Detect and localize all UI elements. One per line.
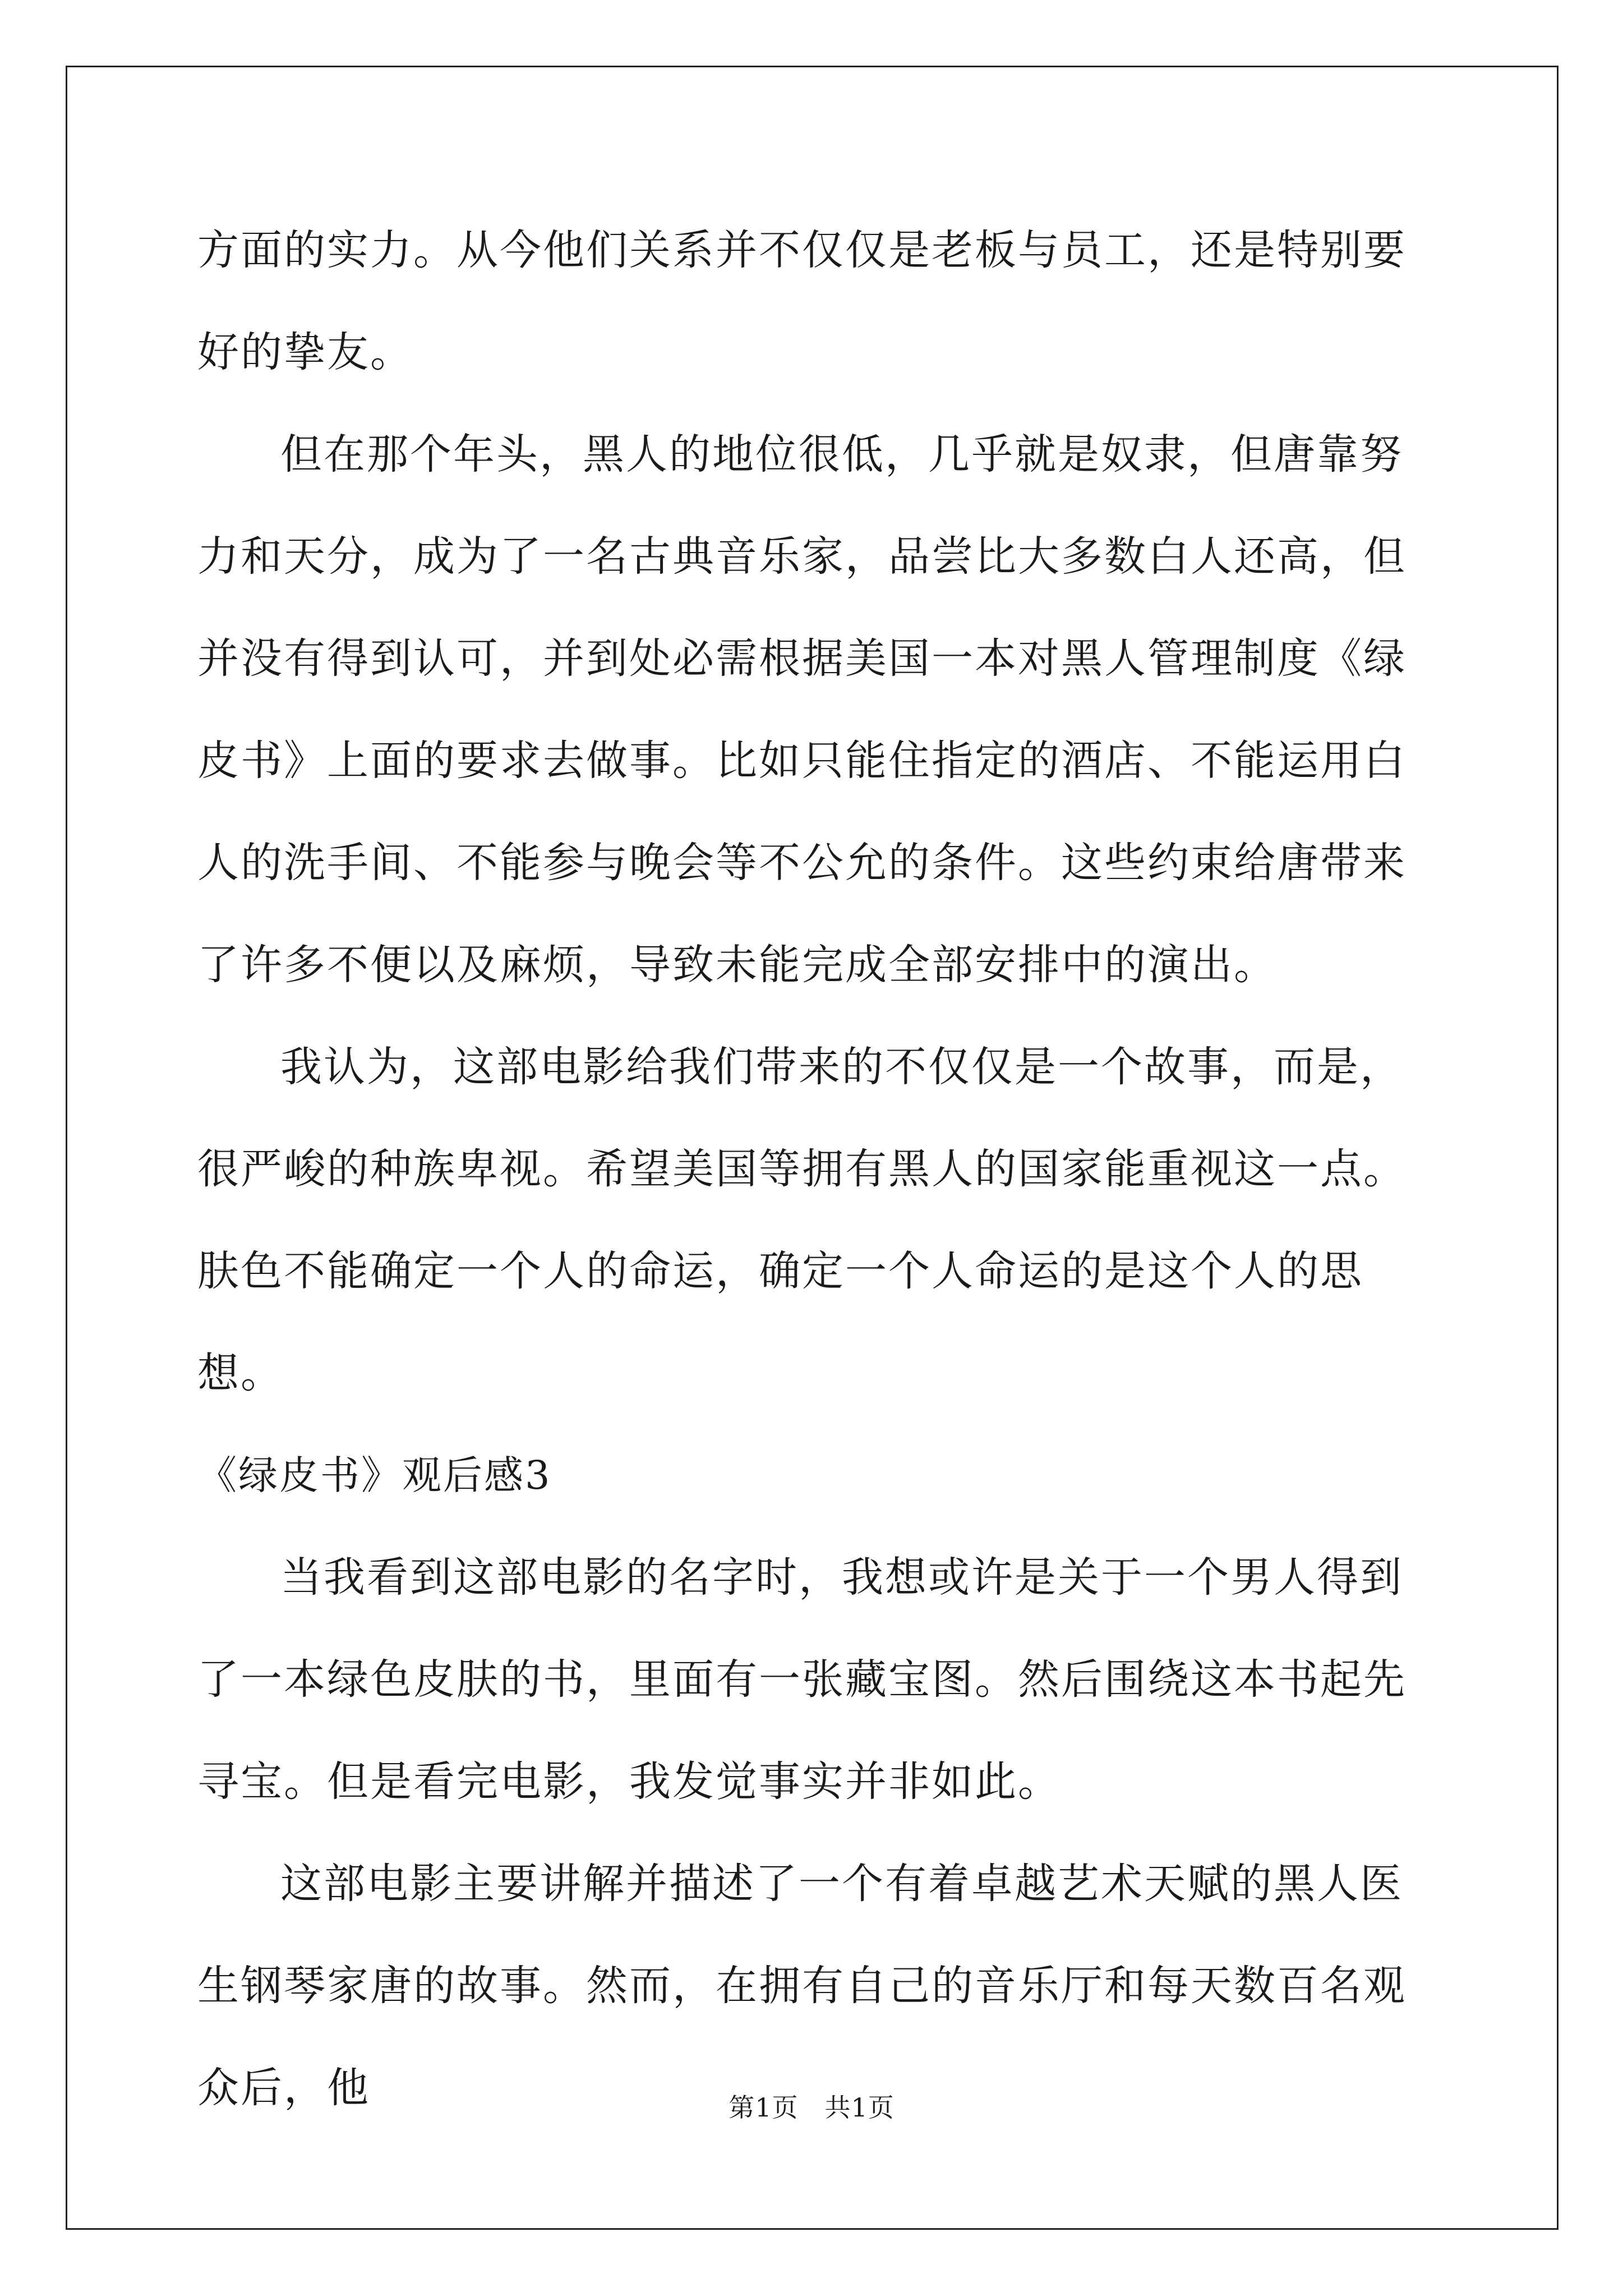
paragraph-2: 但在那个年头，黑人的地位很低，几乎就是奴隶，但唐靠努力和天分，成为了一名古典音乐家，品尝比大多数白人还高，但并没有得到认可，并到处必需根据美国一本对黑人管理制度《绿皮书》上面的要求去做事。比如只能住指定的酒店、不能运用白人的洗手间、不能参与晚会等不公允的条件。这些约束给唐带来了许多不便以及麻烦，导致未能完成全部安排中的演出。: [197, 430, 1407, 989]
paragraph-1: 方面的实力。从今他们关系并不仅仅是老板与员工，还是特别要好的挚友。: [197, 226, 1407, 376]
paragraph-5: 这部电影主要讲解并描述了一个有着卓越艺术天赋的黑人医生钢琴家唐的故事。然而，在拥有自己的音乐厅和每天数百名观众后，他: [197, 1860, 1407, 2112]
paragraph-3: 我认为，这部电影给我们带来的不仅仅是一个故事，而是，很严峻的种族卑视。希望美国等拥有黑人的国家能重视这一点。肤色不能确定一个人的命运，确定一个人命运的是这个人的思想。: [197, 1043, 1407, 1397]
page-footer: 第1页 共1页: [728, 2092, 895, 2123]
section-heading: 《绿皮书》观后感3: [197, 1452, 552, 1498]
document-body: [197, 199, 1431, 2139]
paragraph-4: 当我看到这部电影的名字时，我想或许是关于一个男人得到了一本绿色皮肤的书，里面有一张藏宝图。然后围绕这本书起先寻宝。但是看完电影，我发觉事实并非如此。: [197, 1553, 1407, 1806]
